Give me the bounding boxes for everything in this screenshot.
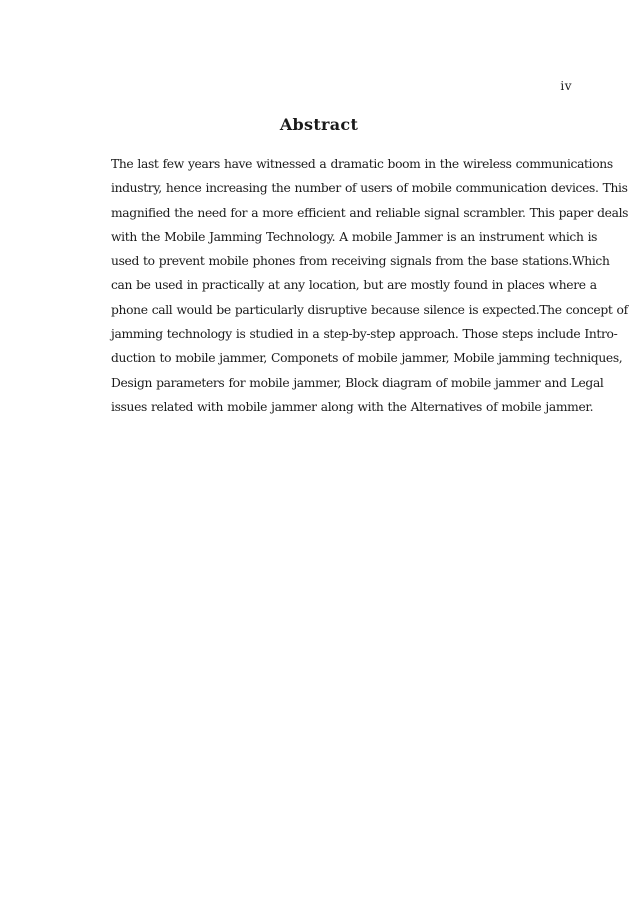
text-line: phone call would be particularly disruptive because silence is expected.The concept of: [111, 302, 628, 317]
text-line: issues related with mobile jammer along with the Alternatives of mobile jammer.: [111, 399, 594, 414]
text-line: jamming technology is studied in a step-by-step approach. Those steps include Intro-: [111, 327, 618, 342]
text-line: Design parameters for mobile jammer, Block diagram of mobile jammer and Legal: [111, 375, 604, 390]
text-line: industry, hence increasing the number of users of mobile communication devices. This: [111, 181, 628, 196]
text-line: used to prevent mobile phones from receiving signals from the base stations.Which: [111, 254, 610, 269]
page-number: iv: [560, 79, 572, 93]
text-line: with the Mobile Jamming Technology. A mobile Jammer is an instrument which is: [111, 229, 598, 244]
text-line: can be used in practically at any location, but are mostly found in places where a: [111, 278, 597, 293]
page-title: Abstract: [279, 115, 359, 134]
abstract-paragraph: [111, 152, 629, 419]
text-line: duction to mobile jammer, Componets of mobile jammer, Mobile jamming techniques,: [111, 351, 623, 366]
text-line: The last few years have witnessed a dramatic boom in the wireless communications: [111, 157, 613, 171]
text-line: magnified the need for a more efficient and reliable signal scrambler. This paper deals: [111, 205, 629, 220]
